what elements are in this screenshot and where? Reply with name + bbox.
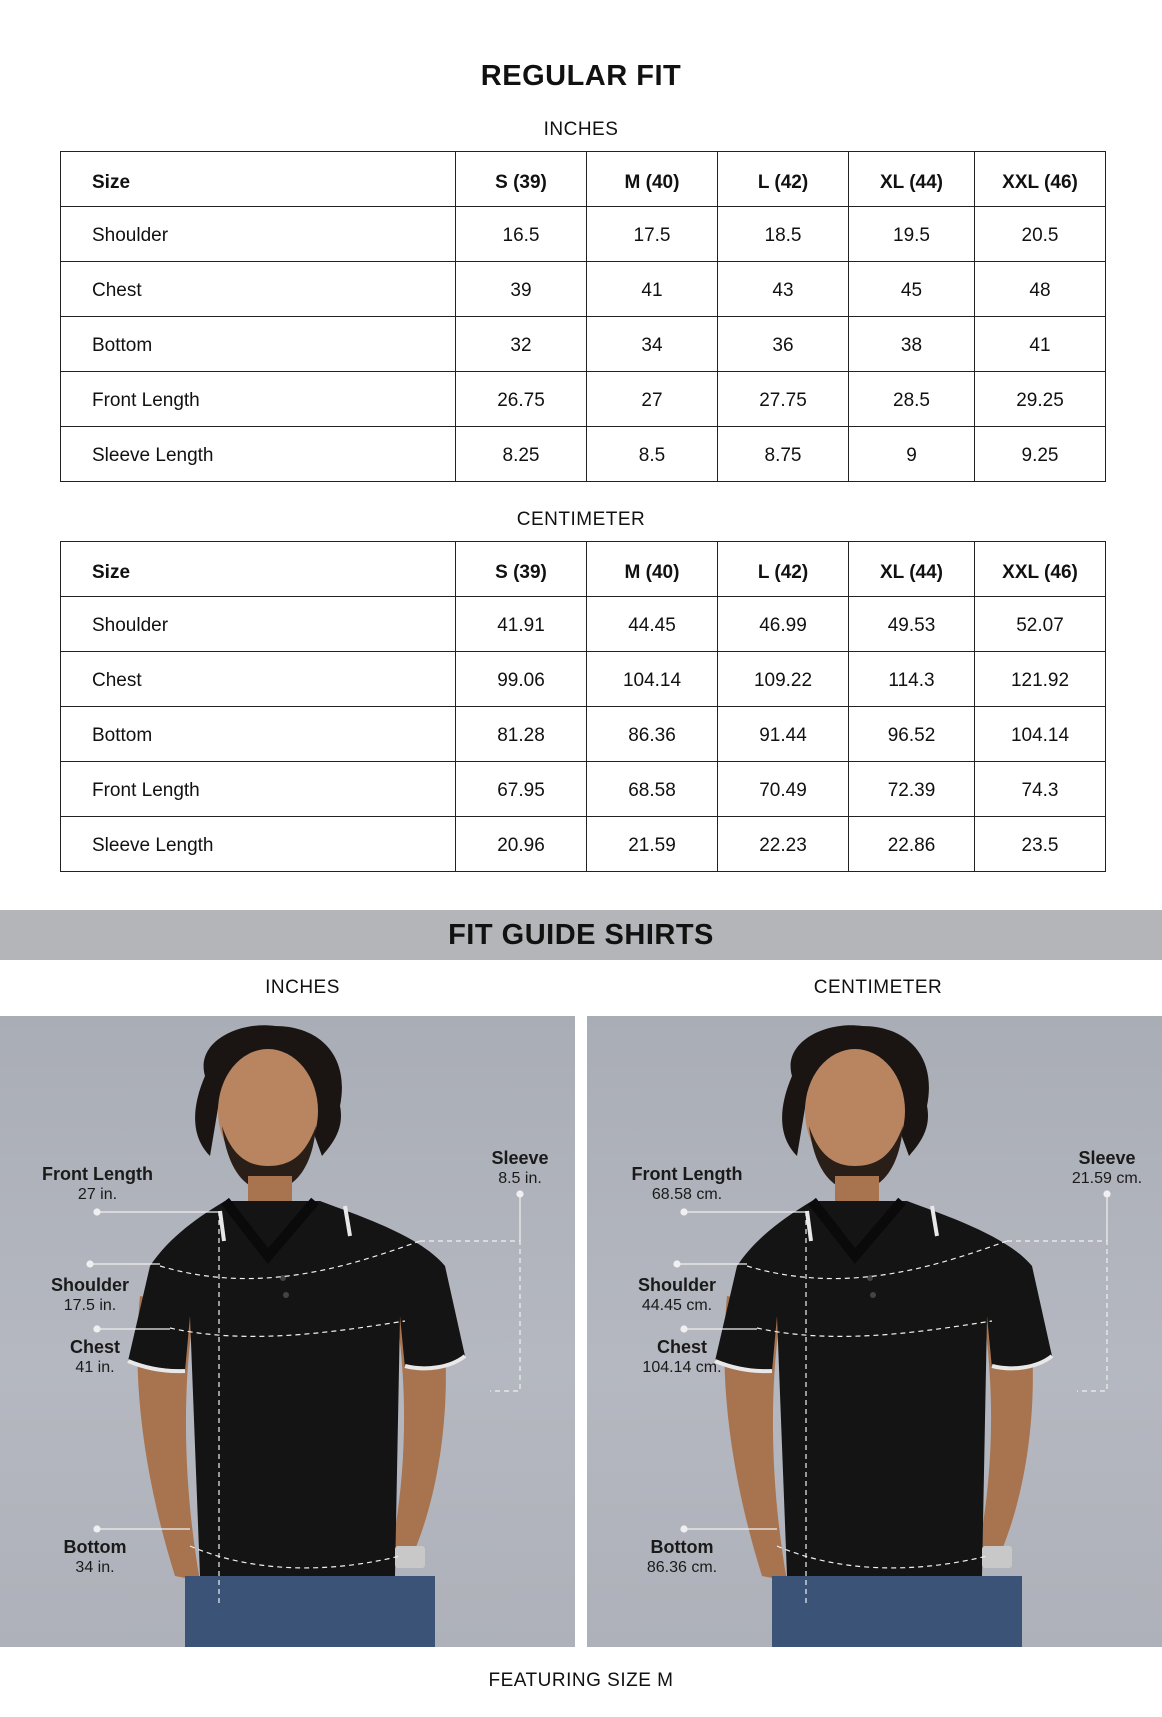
measurement-label: Shoulder	[61, 207, 456, 262]
measurement-value: 109.22	[718, 652, 849, 707]
measurement-value: 9.25	[975, 427, 1106, 482]
measurement-value: 27	[587, 372, 718, 427]
measurement-label: Chest	[61, 652, 456, 707]
table-row	[61, 262, 1106, 317]
table-row	[61, 817, 1106, 872]
measurement-value: 41.91	[456, 597, 587, 652]
measurement-value: 74.3	[975, 762, 1106, 817]
measurement-value: 36	[718, 317, 849, 372]
measurement-value: 29.25	[975, 372, 1106, 427]
measurement-value: 96.52	[849, 707, 975, 762]
size-column-header: XXL (46)	[975, 542, 1106, 597]
size-column-header: L (42)	[718, 152, 849, 207]
measurement-value: 114.3	[849, 652, 975, 707]
measurement-value: 86.36	[587, 707, 718, 762]
measurement-value: 18.5	[718, 207, 849, 262]
measurement-value: 70.49	[718, 762, 849, 817]
measurement-label: Bottom	[61, 707, 456, 762]
measurement-value: 41	[587, 262, 718, 317]
chest-annotation: Chest 104.14 cm.	[642, 1337, 722, 1376]
measurement-value: 121.92	[975, 652, 1106, 707]
table-row	[61, 652, 1106, 707]
measurement-value: 72.39	[849, 762, 975, 817]
measurement-label: Sleeve Length	[61, 427, 456, 482]
shoulder-annotation: Shoulder 17.5 in.	[50, 1275, 129, 1314]
measurement-label: Front Length	[61, 762, 456, 817]
measurement-value: 16.5	[456, 207, 587, 262]
measurement-value: 8.25	[456, 427, 587, 482]
bottom-annotation: Bottom 86.36 cm.	[646, 1537, 718, 1576]
table-row	[61, 427, 1106, 482]
size-column-header: XL (44)	[849, 542, 975, 597]
size-column-header: L (42)	[718, 542, 849, 597]
measurement-value: 34	[587, 317, 718, 372]
measurement-value: 17.5	[587, 207, 718, 262]
measurement-value: 21.59	[587, 817, 718, 872]
measurement-value: 39	[456, 262, 587, 317]
measurement-value: 68.58	[587, 762, 718, 817]
table-header-row	[61, 542, 1106, 597]
measurement-value: 28.5	[849, 372, 975, 427]
size-column-header: XL (44)	[849, 152, 975, 207]
measurement-label: Bottom	[61, 317, 456, 372]
measurement-value: 67.95	[456, 762, 587, 817]
measurement-value: 81.28	[456, 707, 587, 762]
size-header: Size	[61, 152, 456, 207]
page-title: REGULAR FIT	[480, 60, 682, 92]
table-row	[61, 372, 1106, 427]
model-photo-inches	[0, 1016, 575, 1647]
table-row	[61, 762, 1106, 817]
featuring-size-note: FEATURING SIZE M	[488, 1670, 674, 1691]
measurement-value: 48	[975, 262, 1106, 317]
measurement-value: 8.5	[587, 427, 718, 482]
measurement-value: 20.5	[975, 207, 1106, 262]
centimeter-size-table	[60, 541, 1106, 872]
sleeve-annotation: Sleeve 8.5 in.	[491, 1148, 549, 1187]
measurement-label: Chest	[61, 262, 456, 317]
measurement-value: 104.14	[587, 652, 718, 707]
chest-annotation: Chest 41 in.	[69, 1337, 120, 1376]
model-photo-centimeter	[587, 1016, 1162, 1647]
measurement-value: 41	[975, 317, 1106, 372]
bottom-annotation: Bottom 34 in.	[63, 1537, 127, 1576]
measurement-value: 44.45	[587, 597, 718, 652]
measurement-value: 91.44	[718, 707, 849, 762]
measurement-value: 19.5	[849, 207, 975, 262]
shoulder-annotation: Shoulder 44.45 cm.	[637, 1275, 716, 1314]
size-column-header: XXL (46)	[975, 152, 1106, 207]
size-column-header: S (39)	[456, 152, 587, 207]
measurement-value: 32	[456, 317, 587, 372]
fit-guide-banner: FIT GUIDE SHIRTS	[0, 910, 1162, 960]
measurement-value: 22.86	[849, 817, 975, 872]
size-column-header: M (40)	[587, 152, 718, 207]
fit-guide-centimeter-caption: CENTIMETER	[813, 977, 943, 998]
measurement-value: 45	[849, 262, 975, 317]
fit-guide-inches-caption: INCHES	[265, 977, 340, 998]
measurement-value: 99.06	[456, 652, 587, 707]
table-row	[61, 707, 1106, 762]
table-header-row	[61, 152, 1106, 207]
measurement-value: 49.53	[849, 597, 975, 652]
measurement-value: 27.75	[718, 372, 849, 427]
measurement-value: 52.07	[975, 597, 1106, 652]
measurement-label: Front Length	[61, 372, 456, 427]
measurement-value: 22.23	[718, 817, 849, 872]
measurement-label: Sleeve Length	[61, 817, 456, 872]
size-header: Size	[61, 542, 456, 597]
size-column-header: S (39)	[456, 542, 587, 597]
measurement-value: 23.5	[975, 817, 1106, 872]
measurement-value: 9	[849, 427, 975, 482]
measurement-value: 104.14	[975, 707, 1106, 762]
measurement-value: 46.99	[718, 597, 849, 652]
measurement-value: 43	[718, 262, 849, 317]
measurement-value: 26.75	[456, 372, 587, 427]
sleeve-annotation: Sleeve 21.59 cm.	[1071, 1148, 1143, 1187]
table-row	[61, 207, 1106, 262]
table-row	[61, 317, 1106, 372]
front-length-annotation: Front Length 27 in.	[42, 1164, 153, 1203]
measurement-value: 20.96	[456, 817, 587, 872]
measurement-label: Shoulder	[61, 597, 456, 652]
centimeter-caption: CENTIMETER	[516, 509, 646, 530]
table-row	[61, 597, 1106, 652]
measurement-value: 8.75	[718, 427, 849, 482]
inches-caption: INCHES	[543, 119, 619, 140]
inches-size-table	[60, 151, 1106, 482]
front-length-annotation: Front Length 68.58 cm.	[631, 1164, 743, 1203]
measurement-value: 38	[849, 317, 975, 372]
size-column-header: M (40)	[587, 542, 718, 597]
